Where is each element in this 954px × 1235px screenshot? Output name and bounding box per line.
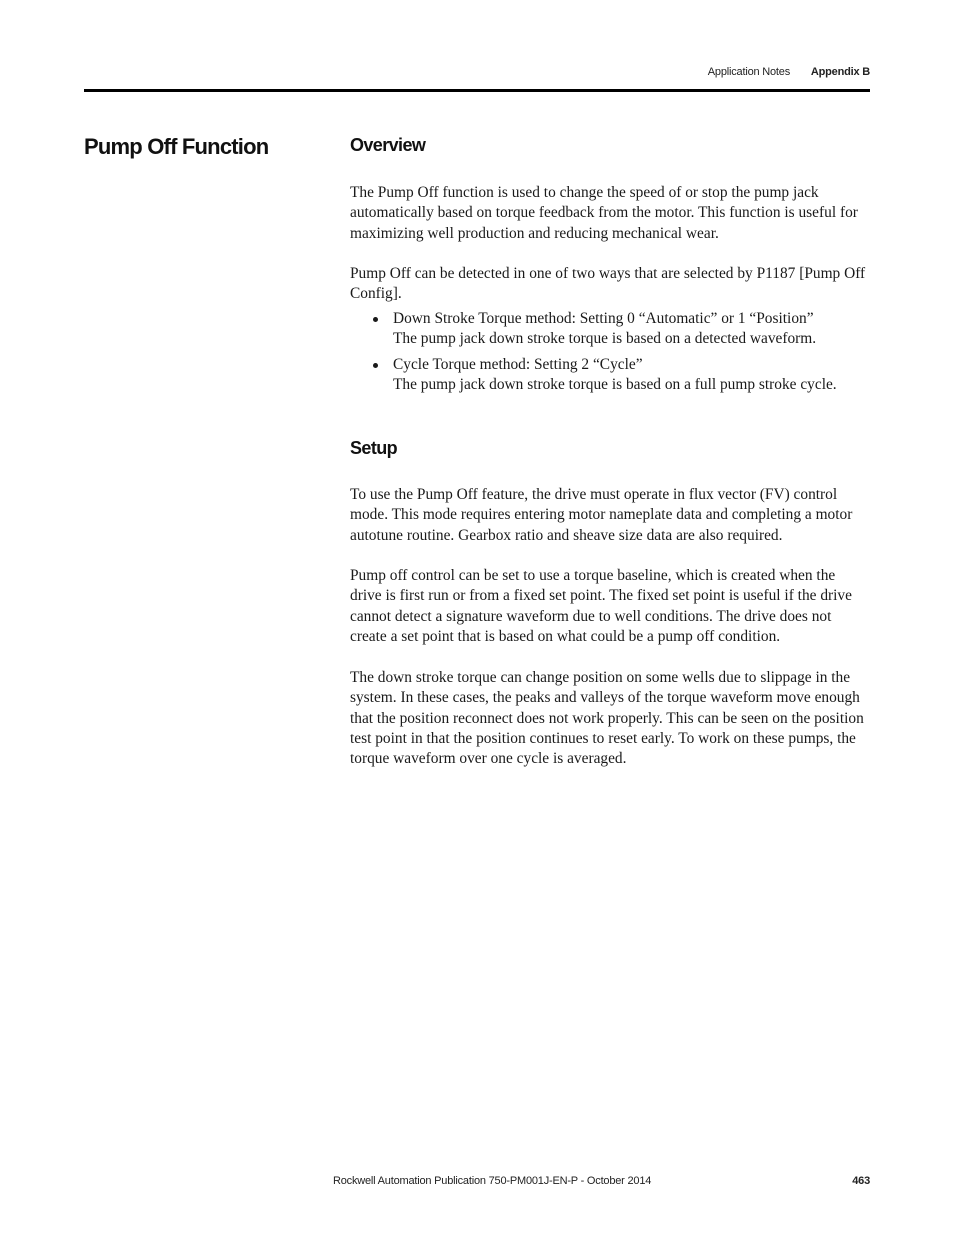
header-section-label: Application Notes [707, 66, 791, 78]
list-item [350, 355, 870, 396]
overview-heading: Overview [350, 135, 426, 155]
running-header [708, 66, 870, 78]
list-item-description: The pump jack down stroke torque is based on a detected waveform. [393, 330, 817, 348]
bullet-icon [373, 317, 378, 322]
page-number: 463 [852, 1175, 870, 1187]
list-item-title: Cycle Torque method: Setting 2 “Cycle” [393, 355, 643, 373]
method-list [350, 309, 870, 400]
setup-heading: Setup [350, 438, 398, 458]
setup-paragraph-2: Pump off control can be set to use a torque baseline, which is created when the drive is first run or from a fixed set point. The fixed set point is useful if the drive cannot detect a signature waveform due to well conditions. The drive does not create a set point that is based on what could be a pump off condition. [350, 567, 852, 645]
page-title: Pump Off Function [84, 134, 269, 159]
publication-footer: Rockwell Automation Publication 750-PM001J-EN-P - October 2014 [333, 1175, 652, 1187]
overview-paragraph-2: Pump Off can be detected in one of two ways that are selected by P1187 [Pump Off Config]. [350, 265, 866, 303]
header-rule [84, 89, 870, 92]
setup-paragraph-1: To use the Pump Off feature, the drive must operate in flux vector (FV) control mode. This mode requires entering motor nameplate data and completing a motor autotune routine. Gearbox ratio and sheave size data are also required. [350, 486, 853, 544]
header-appendix-label: Appendix B [810, 66, 870, 78]
list-item [350, 309, 870, 350]
list-item-title: Down Stroke Torque method: Setting 0 “Automatic” or 1 “Position” [393, 310, 814, 327]
list-item-description: The pump jack down stroke torque is based on a full pump stroke cycle. [393, 375, 837, 393]
bullet-icon [373, 363, 378, 368]
setup-paragraph-3: The down stroke torque can change position on some wells due to slippage in the system. In these cases, the peaks and valleys of the torque waveform move enough that the position reconnect does not work properly. This can be seen on the position test point in that the position continues to reset early. To work on these pumps, the torque waveform over one cycle is averaged. [350, 669, 864, 768]
overview-paragraph-1: The Pump Off function is used to change the speed of or stop the pump jack automatically based on torque feedback from the motor. This function is useful for maximizing well production and reducing mechanical wear. [350, 184, 858, 242]
